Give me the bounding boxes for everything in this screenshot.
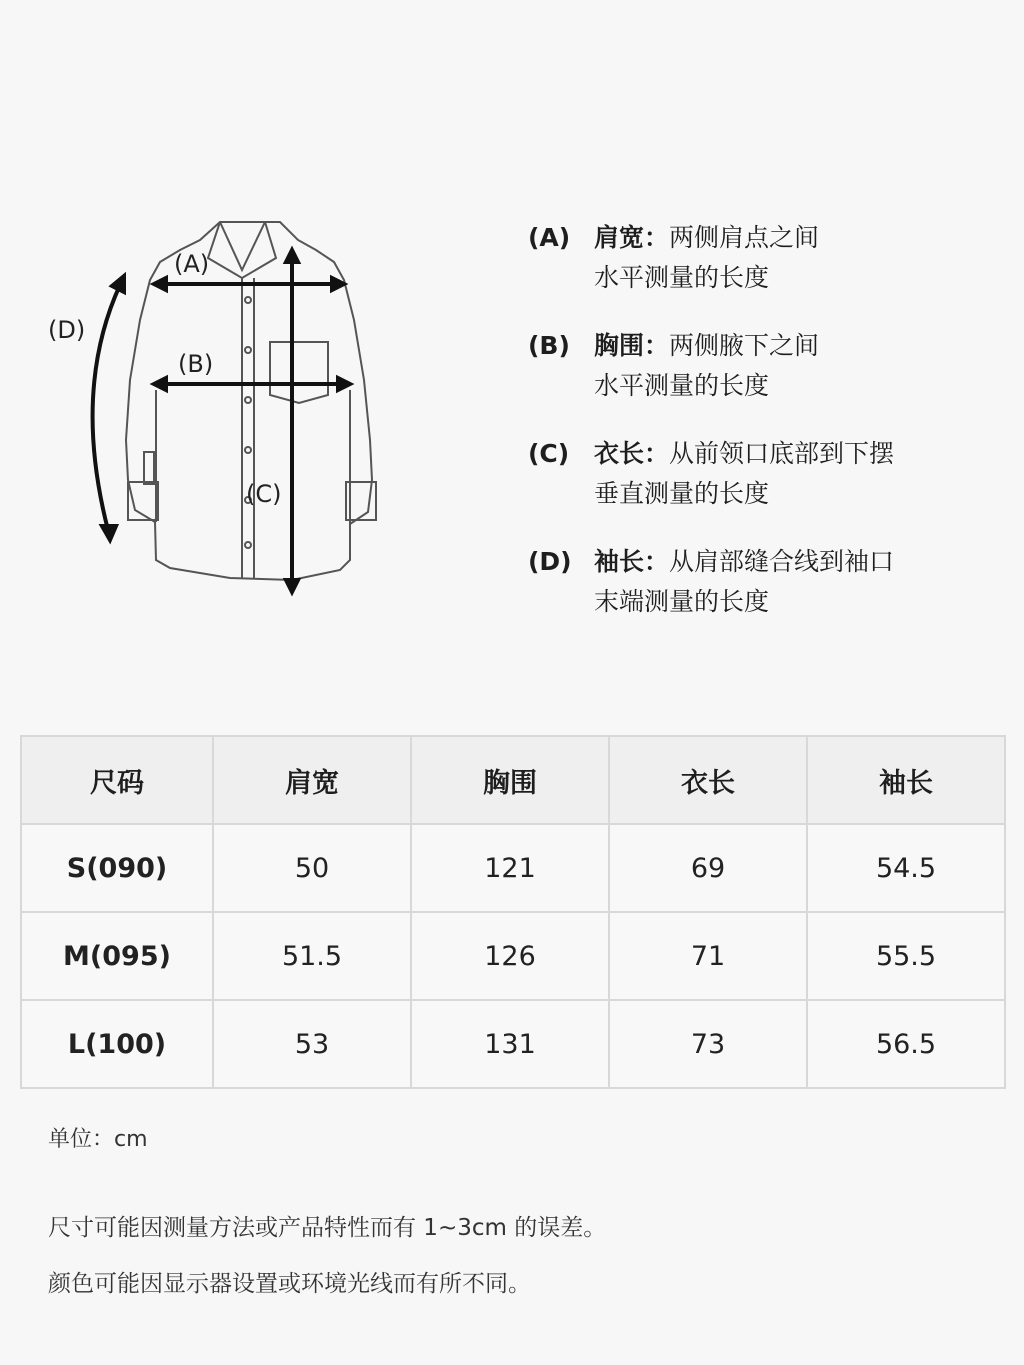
table-cell: 55.5 — [807, 912, 1005, 1000]
note-line: 尺寸可能因测量方法或产品特性而有 1~3cm 的误差。 — [48, 1215, 607, 1241]
legend-desc: 两侧肩点之间 — [669, 223, 820, 252]
shirt-illustration — [30, 200, 410, 620]
header-size: 尺码 — [21, 736, 213, 824]
header-chest: 胸围 — [411, 736, 609, 824]
legend-desc: 水平测量的长度 — [594, 263, 770, 292]
size-table — [20, 735, 1006, 1089]
legend-desc: 垂直测量的长度 — [594, 479, 770, 508]
legend-item-b — [528, 326, 998, 406]
table-row — [21, 1000, 1005, 1088]
header-sleeve: 袖长 — [807, 736, 1005, 824]
shirt-diagram — [30, 200, 410, 620]
legend-key: (C) — [528, 439, 570, 468]
table-cell: 121 — [411, 824, 609, 912]
table-cell: 56.5 — [807, 1000, 1005, 1088]
table-cell: 69 — [609, 824, 807, 912]
disclaimer-notes — [48, 1200, 606, 1312]
legend-item-c — [528, 434, 998, 514]
header-shoulder: 肩宽 — [213, 736, 411, 824]
note-line: 颜色可能因显示器设置或环境光线而有所不同。 — [48, 1271, 531, 1297]
table-cell: 54.5 — [807, 824, 1005, 912]
legend-desc: 水平测量的长度 — [594, 371, 770, 400]
header-length: 衣长 — [609, 736, 807, 824]
legend-desc: 从前领口底部到下摆 — [669, 439, 895, 468]
table-cell: 71 — [609, 912, 807, 1000]
legend-desc: 两侧腋下之间 — [669, 331, 820, 360]
legend-desc: 末端测量的长度 — [594, 587, 770, 616]
table-cell: L(100) — [21, 1000, 213, 1088]
legend-key: (A) — [528, 223, 571, 252]
legend-term: 衣长： — [594, 439, 670, 468]
table-cell: 53 — [213, 1000, 411, 1088]
label-c: (C) — [246, 480, 282, 508]
table-cell: 73 — [609, 1000, 807, 1088]
table-cell: 131 — [411, 1000, 609, 1088]
table-row — [21, 824, 1005, 912]
legend-key: (B) — [528, 331, 570, 360]
label-b: (B) — [178, 350, 214, 378]
table-header-row — [21, 736, 1005, 824]
legend-key: (D) — [528, 547, 572, 576]
table-cell: 126 — [411, 912, 609, 1000]
table-cell: M(095) — [21, 912, 213, 1000]
legend-term: 胸围： — [594, 331, 670, 360]
legend-item-d — [528, 542, 998, 622]
legend-term: 袖长： — [594, 547, 670, 576]
label-a: (A) — [174, 250, 210, 278]
table-cell: 50 — [213, 824, 411, 912]
legend-item-a — [528, 218, 998, 298]
measurement-legend — [528, 218, 998, 650]
table-cell: S(090) — [21, 824, 213, 912]
legend-desc: 从肩部缝合线到袖口 — [669, 547, 895, 576]
table-row — [21, 912, 1005, 1000]
table-cell: 51.5 — [213, 912, 411, 1000]
legend-term: 肩宽： — [594, 223, 670, 252]
unit-note: 单位：cm — [48, 1127, 148, 1152]
label-d: (D) — [48, 316, 86, 344]
